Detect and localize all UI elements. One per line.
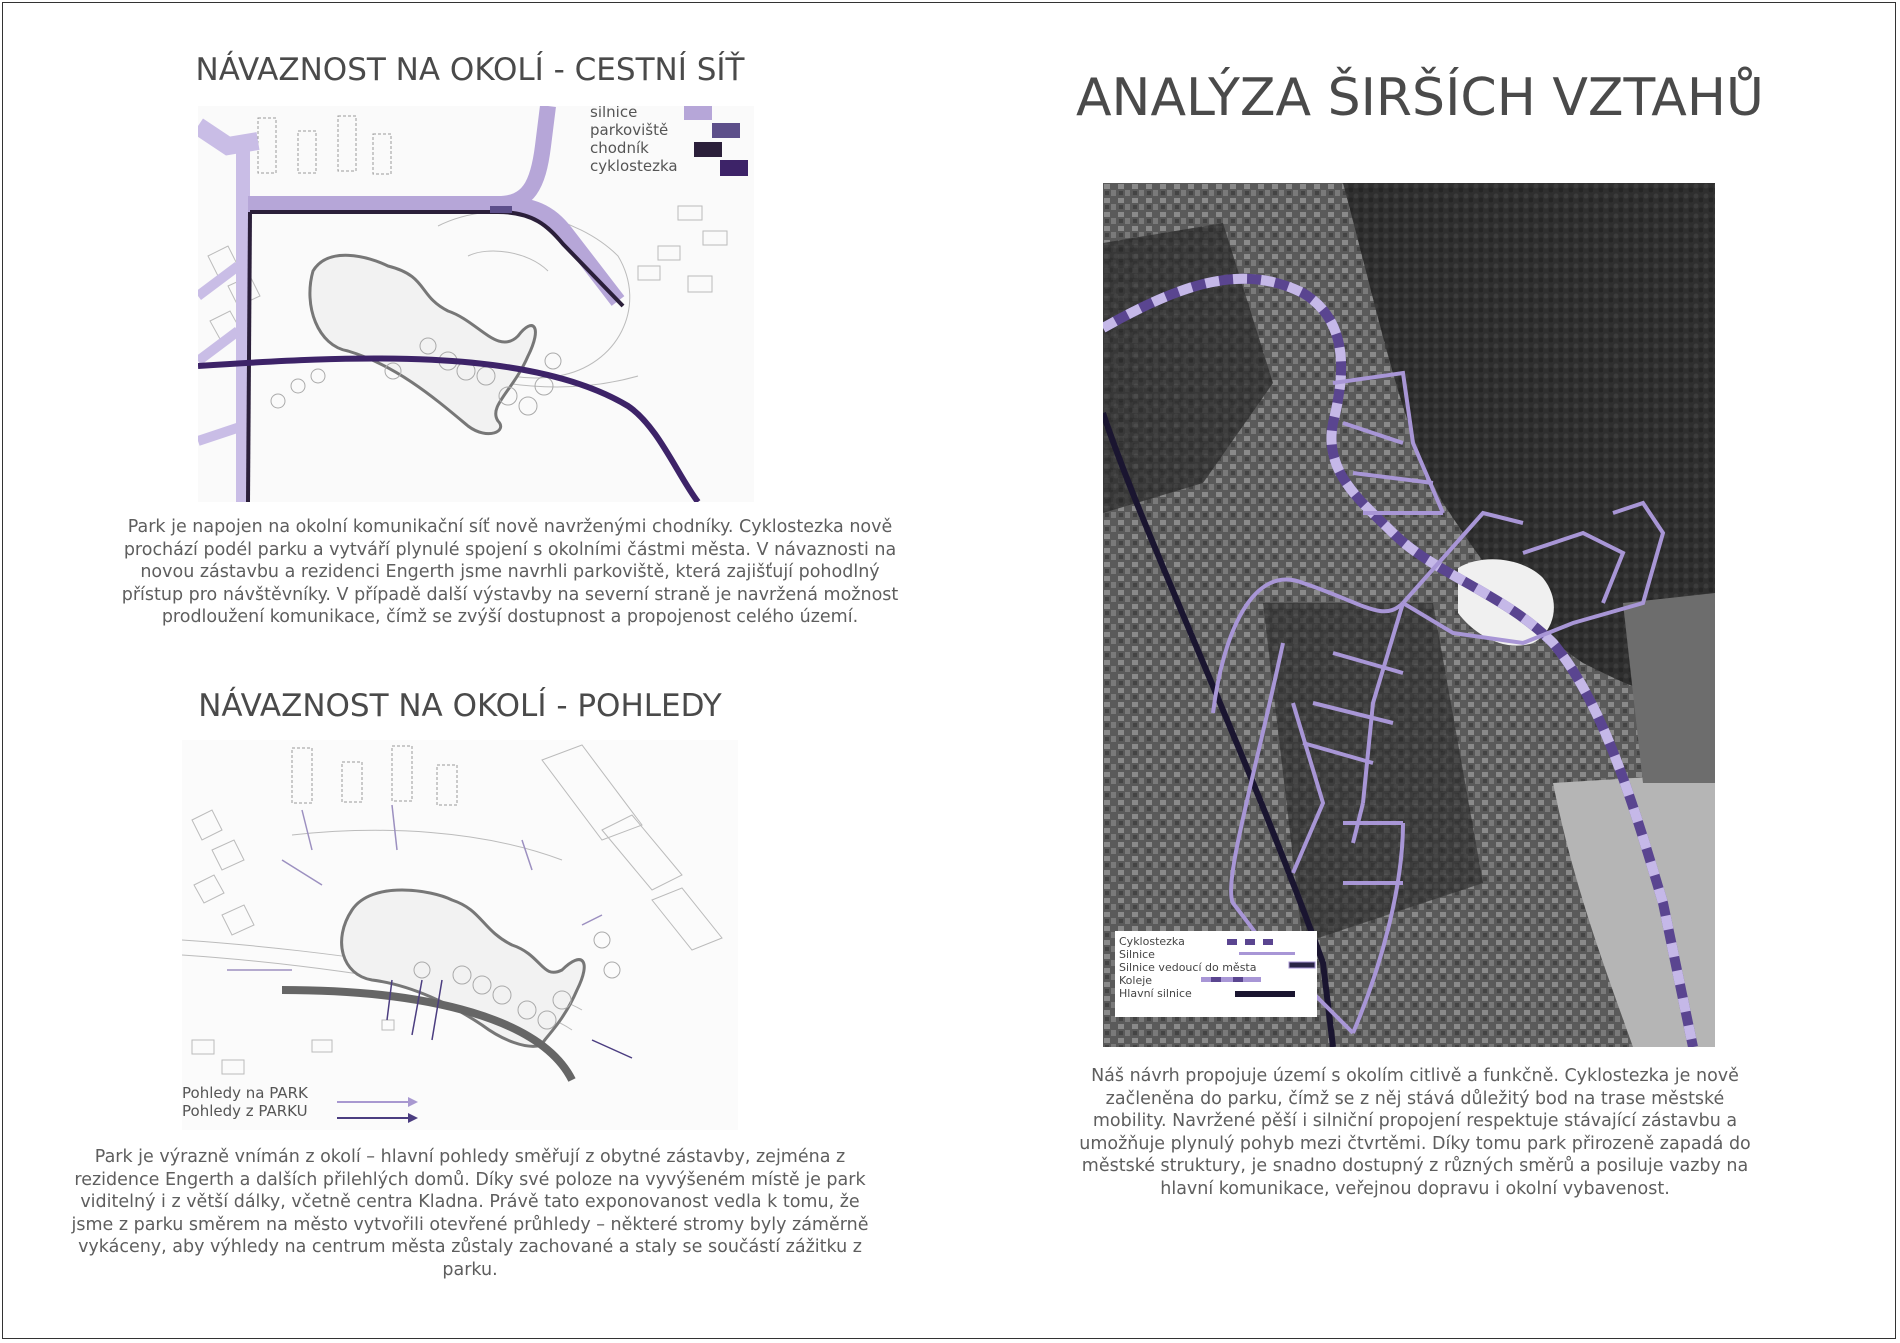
aerial-legend (1115, 931, 1317, 1017)
views-map (182, 740, 738, 1130)
network-map (198, 106, 754, 502)
legend-label-rail: Koleje (1119, 974, 1153, 987)
legend-swatch-bikepath (720, 160, 748, 176)
network-description: Park je napojen na okolní komunikační síť nově navrženými chodníky. Cyklostezka nově prochází podél parku a vytváří plynulé spojení s okolními částmi města. V návaznosti na novou zástavbu a rezidenci Engerth jsme navrhli parkoviště, která zajišťují pohodlný přístup pro návštěvníky. V případě další výstavby na severní straně je navržená možnost prodloužení komunikace, čímž se zvýší dostupnost a propojenost celého území. (121, 517, 899, 627)
legend-label-main-road: Hlavní silnice (1119, 987, 1192, 1000)
legend-label-views-from-park: Pohledy z PARKU (182, 1102, 308, 1120)
aerial-map (1103, 183, 1715, 1047)
legend-swatch-roads-aerial (1239, 952, 1295, 955)
legend-swatch-bikepath-aerial (1227, 939, 1273, 945)
legend-label-roads-aerial: Silnice (1119, 948, 1155, 961)
legend-swatch-main-road (1235, 991, 1295, 997)
legend-swatch-parking (712, 123, 740, 138)
legend-swatch-city-roads (1289, 962, 1315, 968)
section-title-analysis: ANALÝZA ŠIRŠÍCH VZTAHŮ (1075, 68, 1764, 128)
section-title-network: NÁVAZNOST NA OKOLÍ - CESTNÍ SÍŤ (195, 52, 745, 88)
legend-swatch-footpath (694, 142, 722, 157)
legend-label-bikepath-aerial: Cyklostezka (1119, 935, 1185, 948)
analysis-description: Náš návrh propojuje území s okolím citlivě a funkčně. Cyklostezka je nově začleněna do parku, čímž se z něj stává důležitý bod na trase městské mobility. Navržené pěší i silniční propojení respektuje stávající zástavbu a umožňuje plynulý pohyb mezi čtvrtěmi. Díky tomu park přirozeně zapadá do městské struktury, je snadno dostupný z různých směrů a posiluje vazby na hlavní komunikace, veřejnou dopravu i okolní vybavenost. (1079, 1066, 1751, 1199)
legend-label-bikepath: cyklostezka (590, 157, 678, 175)
legend-label-footpath: chodník (590, 139, 649, 157)
views-description: Park je výrazně vnímán z okolí – hlavní pohledy směřují z obytné zástavby, zejména z rezidence Engerth a dalších přilehlých domů. Díky své poloze na vyvýšeném místě je park viditelný i z větší dálky, včetně centra Kladna. Právě tato exponovanost vedla k tomu, že jsme z parku směrem na město vytvořili otevřené průhledy – některé stromy byly záměrně vykáceny, aby výhledy na centrum města zůstaly zachované a staly se součástí zážitku z parku. (71, 1147, 869, 1280)
legend-label-road: silnice (590, 106, 638, 121)
legend-swatch-road (684, 106, 712, 120)
legend-swatch-rail (1201, 977, 1261, 982)
legend-label-views-to-park: Pohledy na PARK (182, 1084, 308, 1102)
legend-label-city-roads: Silnice vedoucí do města (1119, 961, 1257, 974)
legend-label-parking: parkoviště (590, 121, 669, 139)
section-title-views: NÁVAZNOST NA OKOLÍ - POHLEDY (198, 688, 722, 724)
